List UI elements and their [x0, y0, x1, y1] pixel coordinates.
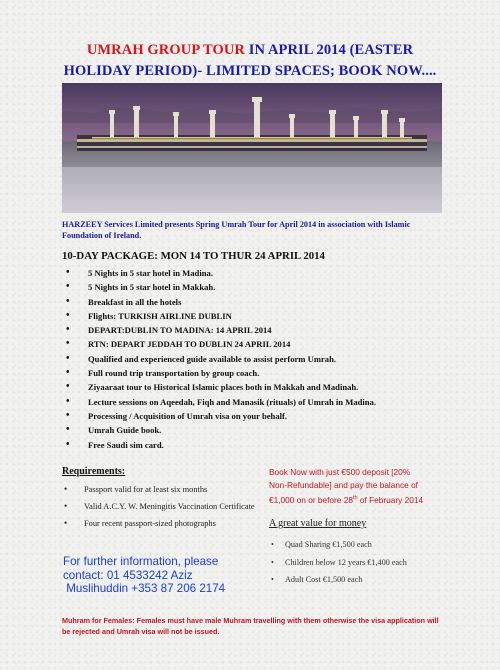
bullet-icon: • [66, 424, 70, 436]
bullet-icon: • [64, 484, 68, 494]
list-item: • Valid A.C.Y. W. Meningitis Vaccination Certificate [64, 501, 255, 511]
page-title [0, 40, 500, 82]
list-item: • Breakfast in all the hotels [62, 295, 462, 309]
title-line-2: HOLIDAY PERIOD)- LIMITED SPACES; BOOK NOW.... [63, 63, 437, 79]
list-item: • Flights: TURKISH AIRLINE DUBLIN [62, 309, 462, 323]
bullet-icon: • [66, 367, 70, 379]
requirements-heading: Requirements: [62, 466, 126, 477]
list-item: • Umrah Guide book. [62, 423, 462, 437]
contact-info [63, 555, 273, 596]
list-item: • Full round trip transportation by group coach. [62, 366, 462, 380]
list-item: • Ziyaaraat tour to Historical Islamic places both in Makkah and Madinah. [62, 380, 462, 394]
bullet-icon: • [271, 557, 274, 567]
bullet-icon: • [66, 295, 70, 307]
bullet-icon: • [66, 409, 70, 421]
requirements-list [62, 484, 262, 535]
list-item: • DEPART:DUBLIN TO MADINA: 14 APRIL 2014 [62, 323, 462, 337]
list-item: • Quad Sharing €1,500 each [271, 540, 372, 549]
bullet-icon: • [66, 381, 70, 393]
bullet-icon: • [66, 309, 70, 321]
bullet-icon: • [271, 575, 274, 584]
list-item: • RTN: DEPART JEDDAH TO DUBLIN 24 APRIL 2014 [62, 337, 462, 351]
contact-line: For further information, please [63, 555, 219, 568]
list-item: • Children below 12 years €1,400 each [271, 557, 407, 567]
booking-notice: Book Now with just €500 deposit [20% Non-Refundable] and pay the balance of €1,000 on or before 28th of February 2014 [269, 467, 424, 505]
bullet-icon: • [66, 352, 70, 364]
list-item: • Lecture sessions on Aqeedah, Fiqh and Manasik (rituals) of Umrah in Madina. [62, 395, 462, 409]
bullet-icon: • [64, 518, 68, 528]
value-heading: A great value for money [269, 518, 367, 529]
list-item: • Adult Cost €1,500 each [271, 575, 363, 584]
price-list [269, 539, 469, 592]
intro-text: HARZEEY Services Limited presents Spring Umrah Tour for April 2014 in association with Islamic Foundation of Ireland. [62, 220, 411, 240]
package-heading: 10-DAY PACKAGE: MON 14 TO THUR 24 APRIL 2014 [62, 250, 325, 262]
bullet-icon: • [66, 438, 70, 450]
list-item: • 5 Nights in 5 star hotel in Madina. [62, 266, 462, 280]
contact-line: Muslihuddin +353 87 206 2174 [63, 582, 226, 595]
contact-line: contact: 01 4533242 Aziz [63, 568, 193, 582]
bullet-icon: • [64, 501, 68, 511]
bullet-icon: • [66, 395, 70, 407]
list-item: • Free Saudi sim card. [62, 438, 462, 452]
bullet-icon: • [271, 540, 274, 549]
muhram-note: Muhram for Females: Females must have male Muhram travelling with them otherwise the visa application will be rejected and Umrah visa will not be issued. [62, 616, 439, 636]
list-item: • Qualified and experienced guide available to assist perform Umrah. [62, 352, 462, 366]
package-list [62, 266, 462, 452]
list-item: • 5 Nights in 5 star hotel in Makkah. [62, 280, 462, 294]
bullet-icon: • [66, 281, 70, 293]
list-item: • Four recent passport-sized photographs [64, 518, 216, 528]
bullet-icon: • [66, 267, 70, 278]
bullet-icon: • [66, 324, 70, 336]
list-item: • Processing / Acquisition of Umrah visa on your behalf. [62, 409, 462, 423]
title-red-part: UMRAH GROUP TOUR [86, 42, 249, 58]
title-blue-part: IN APRIL 2014 (EASTER [248, 42, 414, 58]
bullet-icon: • [66, 338, 70, 350]
mosque-photo [62, 83, 442, 213]
list-item: • Passport valid for at least six months [64, 484, 208, 494]
